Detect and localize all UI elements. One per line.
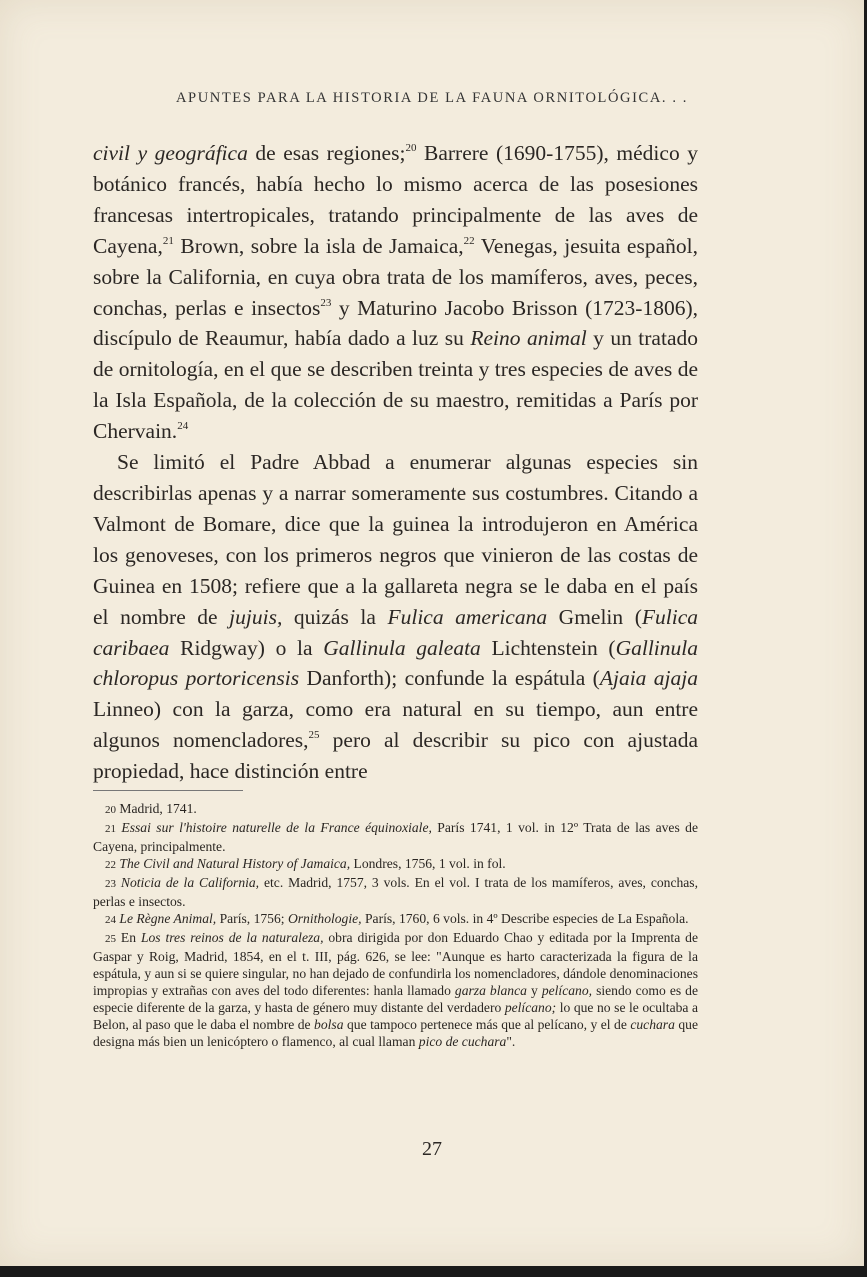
text-run: Danforth); confunde la espátula ( <box>299 666 600 691</box>
footnote-ref-22: 22 <box>463 234 475 247</box>
text-run: Gmelin ( <box>547 604 642 629</box>
footnote-ref-24: 24 <box>177 420 189 433</box>
footnote-ref-21: 21 <box>162 234 174 247</box>
footnote-number: 21 <box>105 823 116 835</box>
footnote-20 <box>93 800 698 819</box>
footnote-text: siendo como es de especie diferente de la garza, y hasta de género muy distante del verdadero <box>93 983 699 1015</box>
footnote-text: París 1741, 1 vol. in 12º Trata de las aves de Cayena, principalmente. <box>93 820 698 854</box>
text-run: pero al describir su pico con ajustada propiedad, hace distinción entre <box>93 728 698 784</box>
main-text <box>93 138 698 787</box>
footnote-text: París, 1760, 6 vols. in 4º Describe especies de La Española. <box>361 911 689 926</box>
footnote-title: The Civil and Natural History of Jamaica, <box>119 856 351 871</box>
footnote-rule <box>93 790 243 791</box>
text-run: Barrere (1690-1755), médico y botánico francés, había hecho lo mismo acerca de las posesiones francesas intertropicales, tratando principalmente de las aves de Cayena, <box>93 141 699 258</box>
footnote-text: que designa más bien un lenicóptero o flamenco, al cual llaman <box>93 1017 698 1049</box>
footnote-number: 23 <box>105 878 116 890</box>
footnote-text: etc. Madrid, 1757, 3 vols. En el vol. I trata de los mamíferos, aves, conchas, perlas e insectos. <box>93 875 698 909</box>
footnotes <box>93 800 698 1050</box>
footnote-italic: garza blanca <box>454 983 527 998</box>
italic-text: jujuis, <box>229 604 283 629</box>
footnote-ref-23: 23 <box>320 296 332 309</box>
footnote-number: 20 <box>105 804 116 816</box>
footnote-italic: bolsa <box>314 1017 344 1032</box>
footnote-text: que tampoco pertenece más que al pelícano, y el de <box>343 1017 631 1032</box>
running-head: APUNTES PARA LA HISTORIA DE LA FAUNA ORNITOLÓGICA. . . <box>175 90 689 106</box>
footnote-ref-25: 25 <box>308 729 320 742</box>
text-run: Se limitó el Padre Abbad a enumerar algunas especies sin describirlas apenas y a narrar someramente sus costumbres. Citando a Valmont de Bomare, dice que la guinea la introdujeron en América los genoveses, con los primeros negros que vinieron de las costas de Guinea en 1508; refiere que a la gallareta negra se le daba en el país el nombre de <box>93 450 698 629</box>
paragraph-2 <box>93 447 698 787</box>
footnote-number: 24 <box>105 914 116 926</box>
paragraph-1 <box>93 138 698 447</box>
footnote-title: Los tres reinos de la naturaleza, <box>140 930 324 945</box>
footnote-24 <box>93 910 698 929</box>
footnote-21 <box>93 819 698 855</box>
text-run: y un tratado de ornitología, en el que se describen treinta y tres especies de aves de la Isla Española, de la colección de su maestro, remitidas a París por Chervain. <box>93 326 698 444</box>
footnote-italic: pelícano; <box>504 1000 557 1015</box>
italic-text: Fulica caribaea <box>93 604 698 660</box>
footnote-text: y <box>526 983 542 998</box>
footnote-italic: cuchara <box>630 1017 675 1032</box>
text-run: Lichtenstein ( <box>480 635 616 660</box>
text-run: Venegas, jesuita español, sobre la California, en cuya obra trata de los mamíferos, aves, peces, conchas, perlas e insectos <box>93 233 698 320</box>
footnote-text: En <box>116 930 141 945</box>
italic-text: Gallinula galeata <box>323 635 481 660</box>
footnote-number: 25 <box>105 933 116 945</box>
italic-text: Fulica americana <box>387 604 548 629</box>
footnote-italic: pico de cuchara <box>418 1034 507 1049</box>
footnote-text: ". <box>506 1034 516 1049</box>
text-run: Ridgway) o la <box>169 635 324 660</box>
text-run: quizás la <box>282 604 388 629</box>
footnote-title: Ornithologie, <box>287 911 362 926</box>
footnote-title: Noticia de la California, <box>120 875 260 890</box>
footnote-text: París, 1756; <box>216 911 288 926</box>
italic-text: Reino animal <box>470 326 587 351</box>
footnote-title: Le Règne Animal, <box>119 911 217 926</box>
text-run: y Maturino Jacobo Brisson (1723-1806), discípulo de Reaumur, había dado a luz su <box>93 295 699 351</box>
footnote-text: lo que no se le ocultaba a Belon, al paso que le daba el nombre de <box>93 1000 699 1032</box>
footnote-22 <box>93 855 698 874</box>
footnote-ref-20: 20 <box>405 142 417 154</box>
italic-text: Ajaia ajaja <box>599 666 699 691</box>
page-number: 27 <box>422 1138 442 1160</box>
footnote-text: Madrid, 1741. <box>116 801 197 816</box>
text-run: Brown, sobre la isla de Jamaica, <box>173 233 464 258</box>
italic-text: civil y geográfica <box>93 141 248 165</box>
text-run: de esas regiones; <box>247 141 406 165</box>
footnote-italic: pelícano, <box>541 983 593 998</box>
footnote-23 <box>93 874 698 910</box>
footnote-text: Londres, 1756, 1 vol. in fol. <box>350 856 506 871</box>
footnote-25 <box>93 929 698 1050</box>
footnote-number: 22 <box>105 859 116 871</box>
text-run: Linneo) con la garza, como era natural en su tiempo, aun entre algunos nomencladores, <box>93 697 698 753</box>
italic-text: Gallinula chloropus portoricensis <box>93 635 698 691</box>
footnote-text: obra dirigida por don Eduardo Chao y editada por la Imprenta de Gaspar y Roig, Madrid, 1854, en el t. III, pág. 626, se lee: "Aunque es harto caracterizada la figura de la espátula, y aun si se quiere singular, no han dejado de confundirla los nomencladores, dándole denominaciones impropias y extrañas con aves del todo diferentes: hanla llamado <box>93 930 698 998</box>
footnote-title: Essai sur l'histoire naturelle de la France équinoxiale, <box>121 820 432 835</box>
